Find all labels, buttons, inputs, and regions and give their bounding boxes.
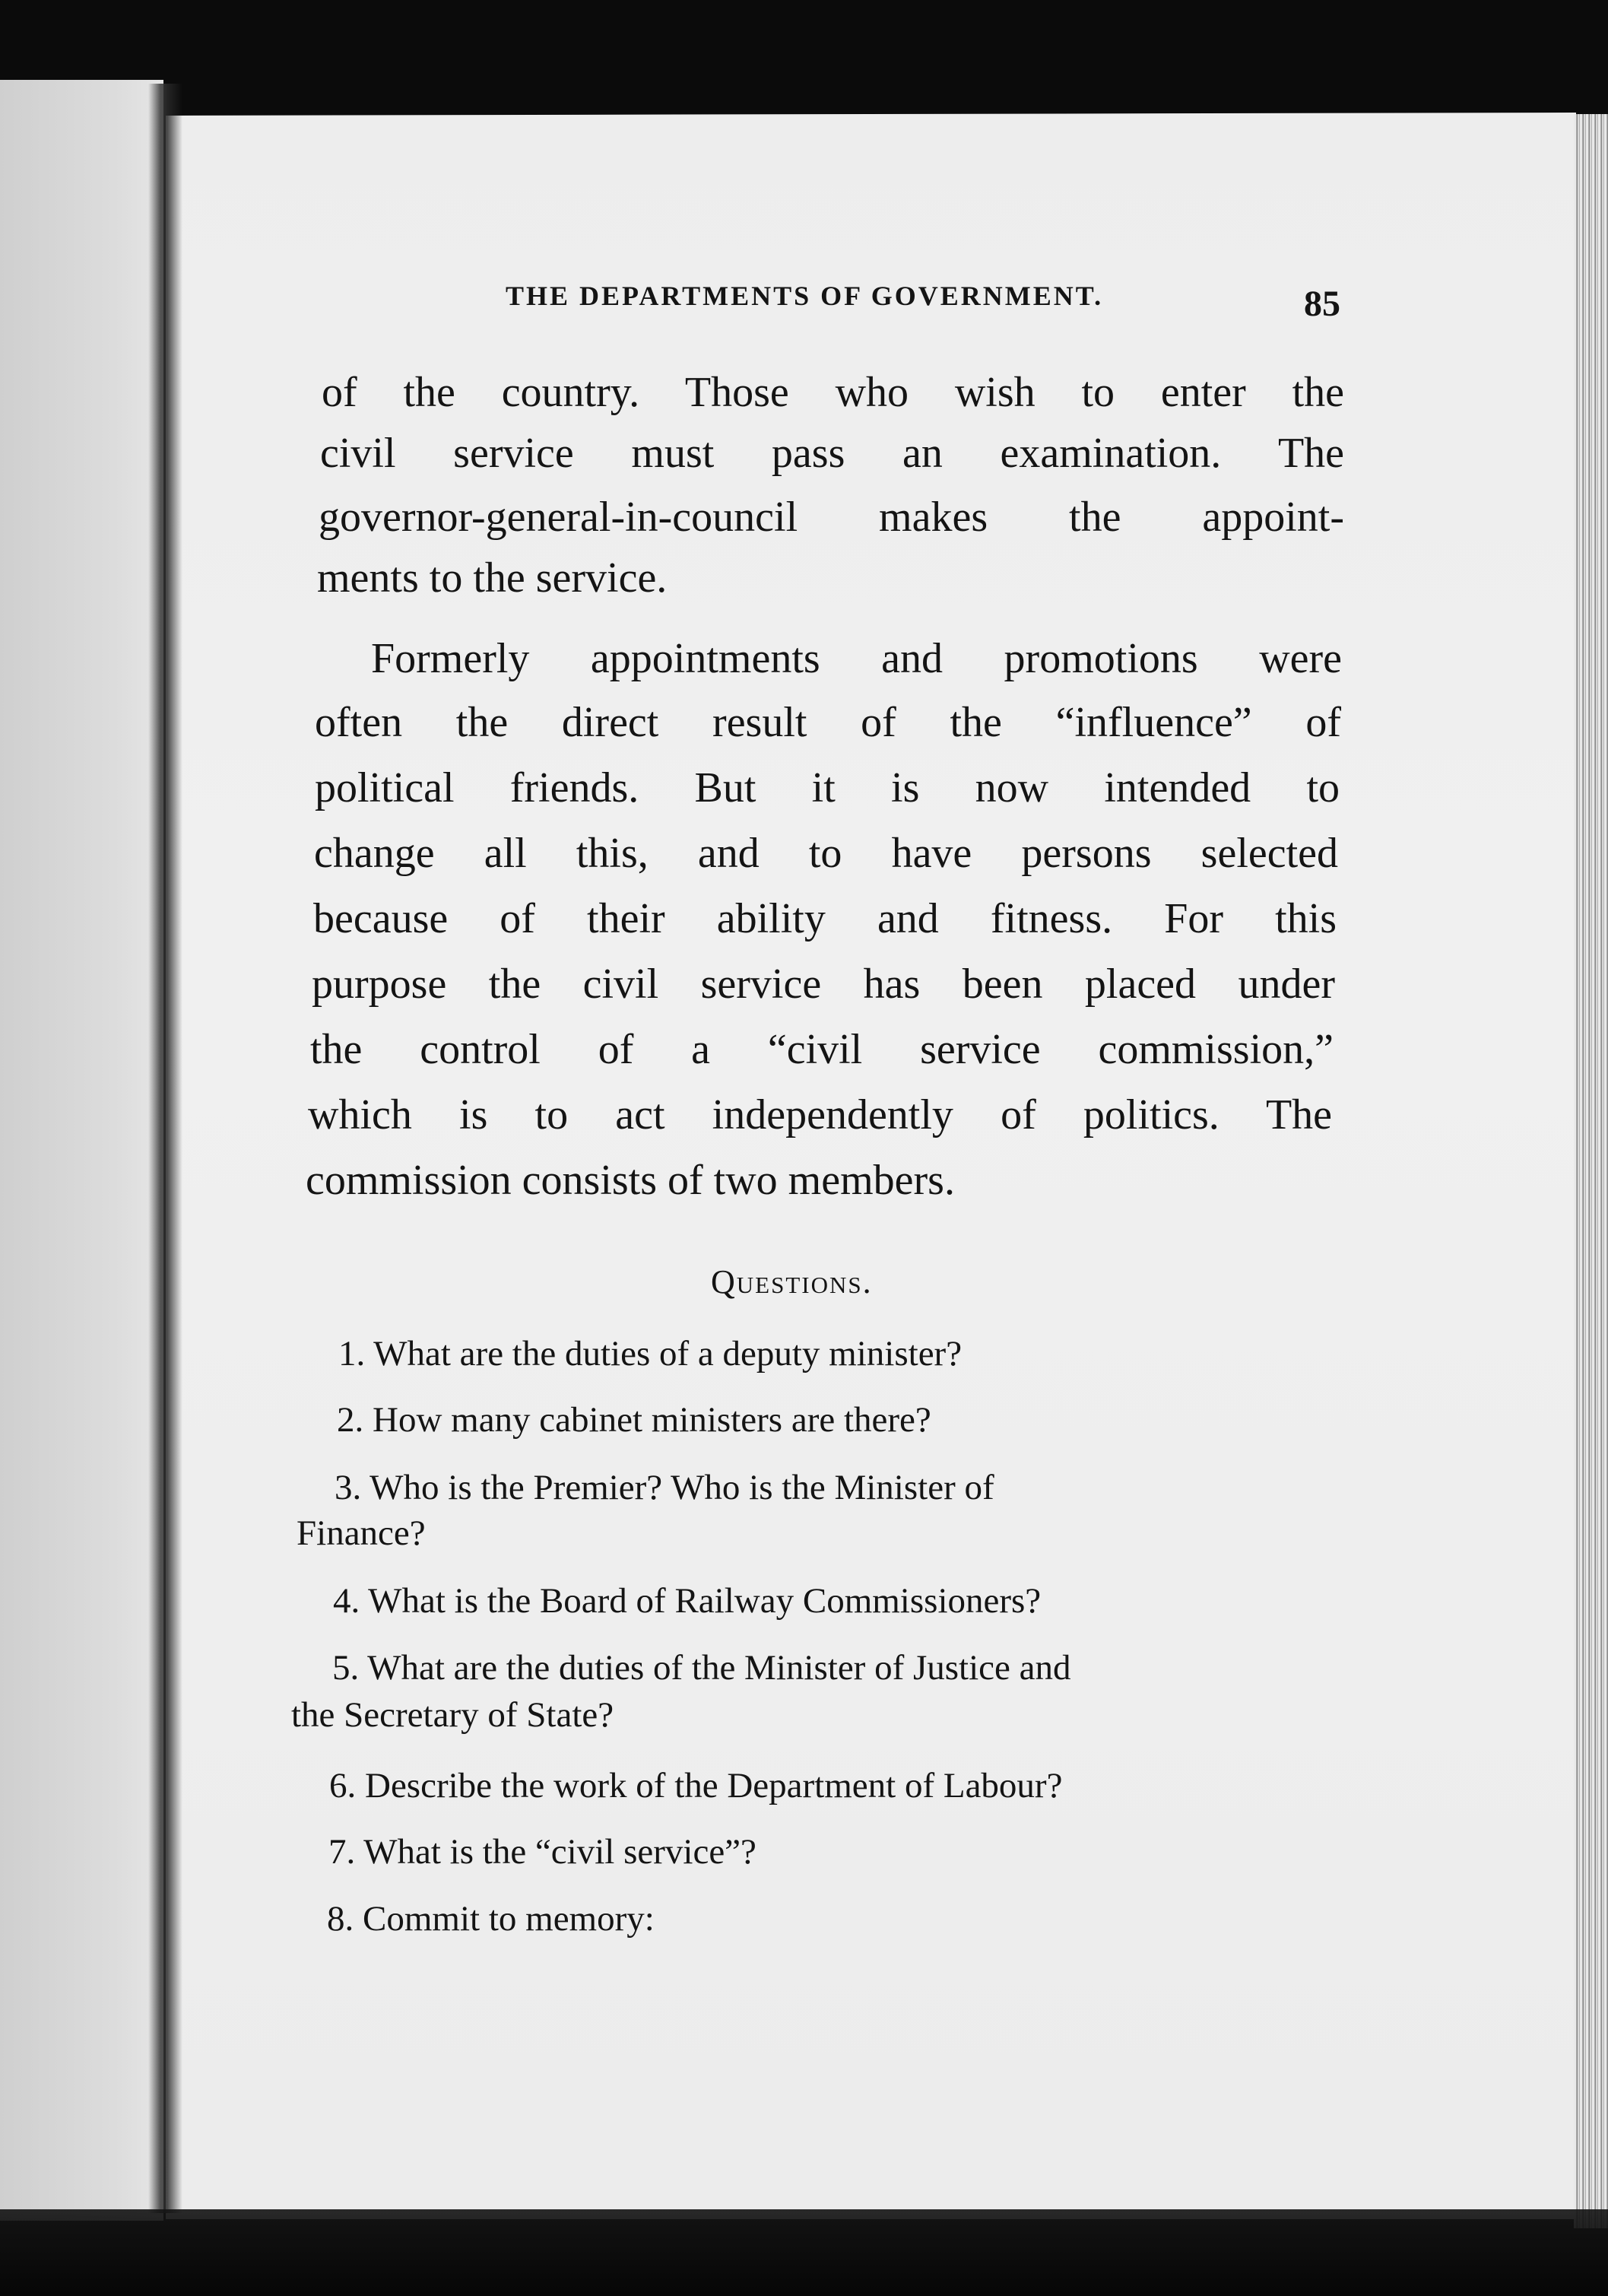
paragraph-line: often the direct result of the “influence” of <box>315 699 1341 746</box>
paragraph-line: change all this, and to have persons selected <box>314 830 1338 877</box>
page-number: 85 <box>1304 284 1340 324</box>
question-item: 5. What are the duties of the Minister of Justice and <box>332 1648 1071 1688</box>
paragraph-line: which is to act independently of politics. The <box>308 1091 1332 1138</box>
question-item: the Secretary of State? <box>291 1695 614 1735</box>
bottom-shadow <box>0 2209 1608 2296</box>
paragraph-line: because of their ability and fitness. For this <box>313 895 1337 942</box>
paragraph-line: the control of a “civil service commission,” <box>310 1026 1334 1073</box>
facing-page-edge <box>0 80 163 2221</box>
question-item: 3. Who is the Premier? Who is the Minister of <box>335 1468 994 1507</box>
question-item: 8. Commit to memory: <box>327 1899 655 1939</box>
question-item: 4. What is the Board of Railway Commissioners? <box>333 1581 1042 1621</box>
paragraph-line: civil service must pass an examination. The <box>320 430 1344 477</box>
paragraph-line: governor-general-in-council makes the appoint- <box>319 494 1344 541</box>
book-gutter <box>148 84 182 2213</box>
paragraph-line: ments to the service. <box>317 554 668 602</box>
question-item: Finance? <box>297 1513 426 1553</box>
paragraph-line: purpose the civil service has been placed under <box>312 961 1335 1008</box>
questions-heading: Questions. <box>711 1263 873 1300</box>
page-fore-edge <box>1574 114 1608 2228</box>
paragraph-line: Formerly appointments and promotions were <box>371 635 1342 682</box>
question-item: 1. What are the duties of a deputy minister? <box>338 1334 963 1373</box>
running-head: THE DEPARTMENTS OF GOVERNMENT. <box>506 281 1104 311</box>
paragraph-line: of the country. Those who wish to enter the <box>322 369 1344 416</box>
paragraph-line: commission consists of two members. <box>306 1157 955 1204</box>
question-item: 6. Describe the work of the Department of Labour? <box>329 1766 1063 1805</box>
question-item: 7. What is the “civil service”? <box>328 1832 756 1872</box>
paragraph-line: political friends. But it is now intended to <box>315 764 1340 811</box>
question-item: 2. How many cabinet ministers are there? <box>337 1400 931 1440</box>
